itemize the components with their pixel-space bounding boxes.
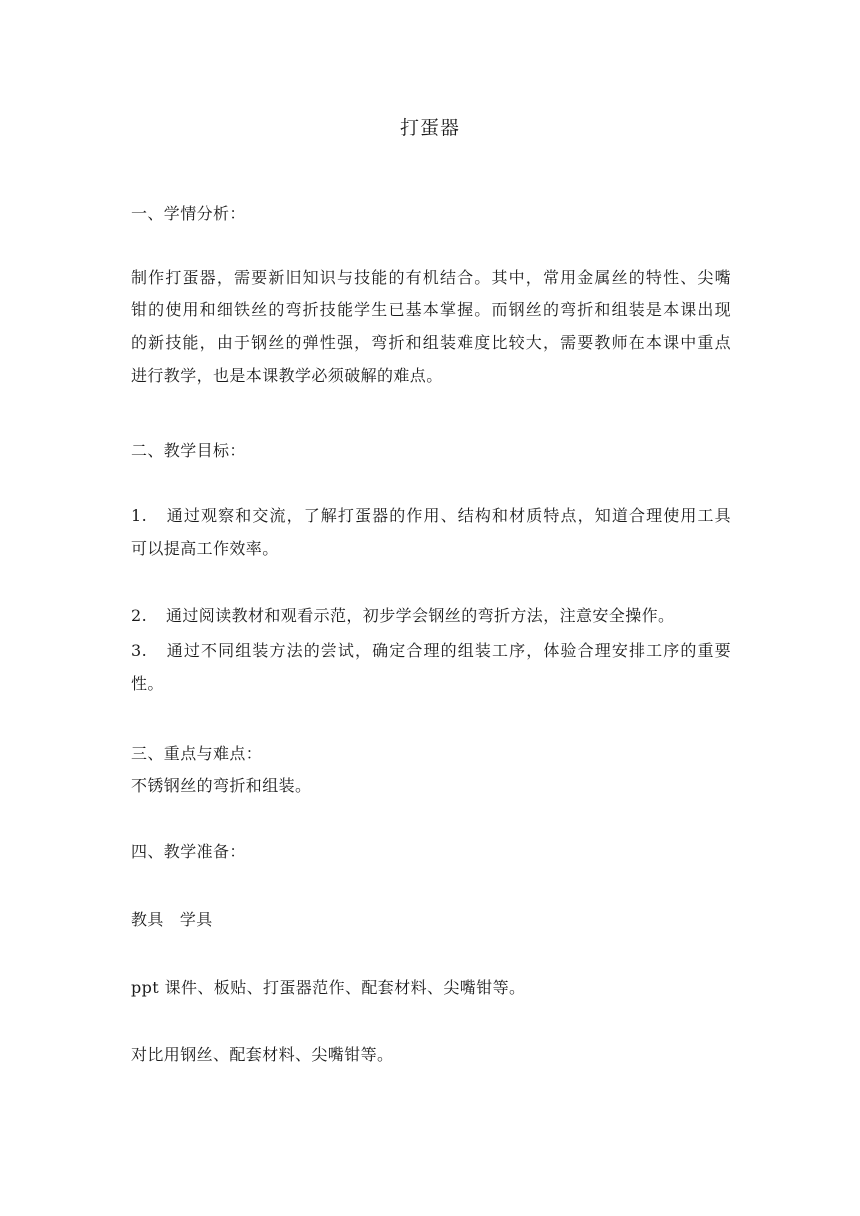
section-heading-goals: 二、教学目标： — [131, 441, 246, 460]
section-heading-analysis: 一、学情分析： — [131, 204, 246, 223]
document-title: 打蛋器 — [399, 117, 460, 139]
paragraph-line: 进行教学，也是本课教学必须破解的难点。 — [131, 366, 443, 385]
goal-number: 2. — [131, 606, 148, 625]
key-points-text: 不锈钢丝的弯折和组装。 — [131, 776, 312, 795]
goal-text: 通过观察和交流，了解打蛋器的作用、结构和材质特点，知道合理使用工具 — [166, 506, 731, 525]
preparation-columns — [131, 910, 731, 930]
goal-text: 通过不同组装方法的尝试，确定合理的组装工序，体验合理安排工序的重要 — [166, 641, 731, 660]
goal-item-1-line1 — [131, 506, 731, 526]
goal-item-2 — [131, 606, 731, 626]
paragraph-line: 钳的使用和细铁丝的弯折技能学生已基本掌握。而钢丝的弯折和组装是本课出现 — [131, 300, 731, 319]
paragraph-line: 的新技能，由于钢丝的弹性强，弯折和组装难度比较大，需要教师在本课中重点 — [131, 333, 731, 352]
teacher-tools-label: 教具 — [131, 910, 164, 929]
goal-number: 1. — [131, 506, 148, 525]
paragraph-line: 制作打蛋器，需要新旧知识与技能的有机结合。其中，常用金属丝的特性、尖嘴 — [131, 268, 731, 287]
goal-item-3-line1 — [131, 641, 731, 661]
teacher-items-text: ppt 课件、板贴、打蛋器范作、配套材料、尖嘴钳等。 — [131, 978, 526, 997]
goal-item-1-line2: 可以提高工作效率。 — [131, 539, 279, 558]
student-items-text: 对比用钢丝、配套材料、尖嘴钳等。 — [131, 1045, 394, 1064]
section-heading-preparation: 四、教学准备： — [131, 842, 246, 861]
goal-item-3-line2: 性。 — [131, 674, 164, 693]
section-heading-key-points: 三、重点与难点： — [131, 744, 263, 763]
goal-number: 3. — [131, 641, 148, 660]
student-tools-label: 学具 — [179, 910, 213, 929]
goal-text: 通过阅读教材和观看示范，初步学会钢丝的弯折方法，注意安全操作。 — [166, 606, 675, 625]
